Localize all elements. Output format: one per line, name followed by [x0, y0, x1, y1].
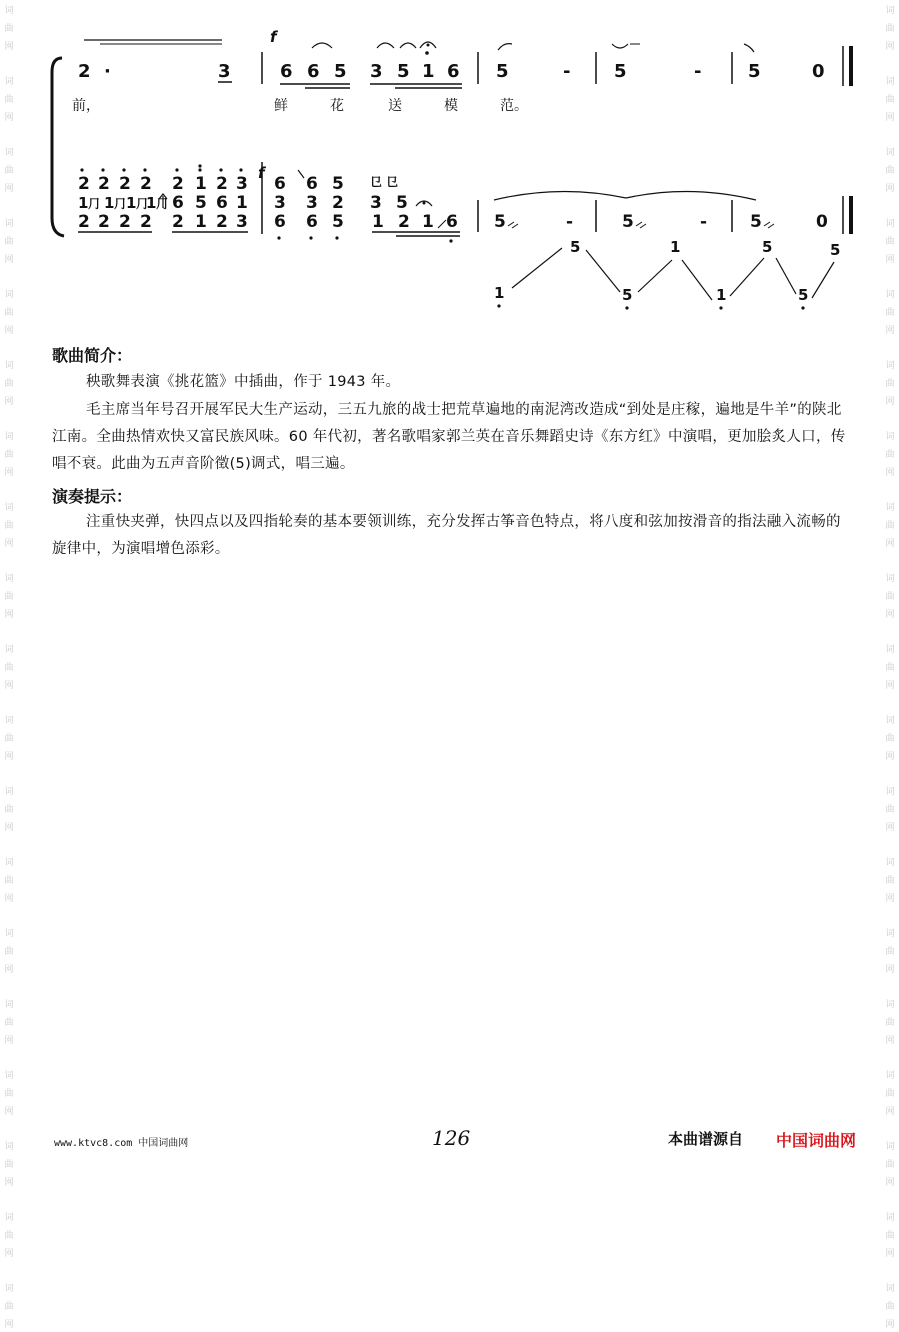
note: 2 — [78, 61, 91, 82]
watermark-char: 词 — [4, 77, 14, 87]
watermark-char: 词 — [4, 858, 14, 868]
watermark-char: 网 — [885, 468, 895, 478]
watermark-group — [885, 1207, 894, 1261]
lower-row-3 — [78, 212, 828, 232]
watermark-char: 网 — [885, 255, 895, 265]
watermark-char: 词 — [885, 432, 895, 442]
watermark-char: 词 — [4, 219, 14, 229]
watermark-char: 网 — [885, 965, 895, 975]
watermark-char: 曲 — [885, 734, 895, 744]
svg-text:5: 5 — [570, 238, 581, 256]
svg-text:5: 5 — [332, 212, 344, 232]
svg-text:5: 5 — [494, 212, 506, 232]
lower-row-2 — [78, 193, 408, 213]
watermark-char: 曲 — [4, 1160, 14, 1170]
watermark-char: 曲 — [4, 876, 14, 886]
svg-text:1: 1 — [716, 286, 727, 304]
lyric: 鲜 — [274, 98, 288, 114]
watermark-char: 曲 — [4, 379, 14, 389]
watermark-char: 曲 — [885, 308, 895, 318]
watermark-char: 网 — [4, 752, 14, 762]
svg-text:⺆: ⺆ — [136, 197, 149, 211]
watermark-char: 网 — [885, 823, 895, 833]
watermark-char: 曲 — [885, 237, 895, 247]
watermark-char: 词 — [885, 858, 895, 868]
lyric: 花 — [330, 98, 344, 114]
svg-text:2: 2 — [119, 174, 131, 194]
watermark-char: 词 — [4, 1142, 14, 1152]
watermark-char: 曲 — [885, 876, 895, 886]
watermark-group — [4, 781, 13, 835]
svg-text:2: 2 — [140, 174, 152, 194]
watermark-char: 曲 — [4, 95, 14, 105]
svg-text:3: 3 — [306, 193, 318, 213]
page-number: 126 — [432, 1126, 471, 1150]
svg-text:1: 1 — [104, 194, 115, 212]
watermark-char: 曲 — [4, 521, 14, 531]
tips-paragraph: 注重快夹弹，快四点以及四指轮奏的基本要领训练，充分发挥古筝音色特点，将八度和弦加按滑音的指法融入流畅的旋律中，为演唱增色添彩。 — [52, 514, 841, 557]
watermark-char: 网 — [4, 681, 14, 691]
watermark-char: 网 — [885, 113, 895, 123]
note: 6 — [307, 61, 320, 82]
watermark-char: 曲 — [4, 308, 14, 318]
watermark-char: 曲 — [4, 1089, 14, 1099]
watermark-char: 曲 — [885, 1018, 895, 1028]
arpeggio-line — [494, 238, 840, 304]
watermark-char: 曲 — [885, 450, 895, 460]
watermark-group — [4, 497, 13, 551]
watermark-char: 词 — [4, 6, 14, 16]
watermark-char: 曲 — [4, 805, 14, 815]
watermark-group — [885, 639, 894, 693]
svg-text:2: 2 — [119, 212, 131, 232]
watermark-group — [885, 1136, 894, 1190]
svg-text:6: 6 — [306, 174, 318, 194]
watermark-char: 词 — [4, 574, 14, 584]
jianpu-score — [0, 0, 899, 320]
note: · — [104, 61, 111, 82]
svg-text:2: 2 — [172, 212, 184, 232]
watermark-char: 网 — [885, 397, 895, 407]
watermark-char: 网 — [885, 1178, 895, 1188]
watermark-char: 曲 — [885, 95, 895, 105]
watermark-char: 网 — [885, 610, 895, 620]
svg-text:1: 1 — [494, 284, 505, 302]
watermark-group — [885, 497, 894, 551]
watermark-group — [4, 1136, 13, 1190]
svg-text:5: 5 — [332, 174, 344, 194]
note: 5 — [748, 61, 761, 82]
svg-text:5: 5 — [750, 212, 762, 232]
watermark-char: 词 — [885, 148, 895, 158]
watermark-char: 网 — [4, 113, 14, 123]
watermark-char: 网 — [4, 42, 14, 52]
watermark-char: 网 — [4, 397, 14, 407]
lyric: 前， — [72, 98, 100, 114]
watermark-char: 网 — [4, 539, 14, 549]
watermark-group — [4, 710, 13, 764]
watermark-char: 曲 — [885, 379, 895, 389]
svg-text:2: 2 — [216, 212, 228, 232]
intro-heading: 歌曲简介： — [52, 346, 133, 365]
watermark-char: 曲 — [885, 166, 895, 176]
watermark-char: 词 — [4, 1071, 14, 1081]
note: 1 — [422, 61, 435, 82]
svg-text:3: 3 — [236, 212, 248, 232]
svg-text:1: 1 — [126, 194, 137, 212]
svg-text:3: 3 — [370, 193, 382, 213]
watermark-char: 曲 — [4, 1302, 14, 1312]
watermark-char: 曲 — [885, 1231, 895, 1241]
svg-text:5: 5 — [622, 286, 633, 304]
svg-text:6: 6 — [306, 212, 318, 232]
watermark-char: 网 — [4, 1320, 14, 1330]
intro-paragraph-2: 毛主席当年号召开展军民大生产运动，三五九旅的战士把荒草遍地的南泥湾改造成“到处是庄稼，遍地是牛羊”的陕北江南。全曲热情欢快又富民族风味。60 年代初，著名歌唱家郭兰英在音乐舞蹈史诗《东方红》中演唱，更加脍炙人口，传唱不衰。此曲为五声音阶徵(5)调式，唱三遍。 — [52, 402, 846, 472]
watermark-char: 词 — [885, 645, 895, 655]
watermark-group — [4, 1065, 13, 1119]
watermark-char: 网 — [4, 468, 14, 478]
watermark-char: 词 — [885, 1284, 895, 1294]
watermark-char: 网 — [885, 1320, 895, 1330]
svg-text:1: 1 — [146, 194, 157, 212]
watermark-char: 网 — [4, 184, 14, 194]
svg-text:2: 2 — [98, 174, 110, 194]
watermark-char: 网 — [4, 326, 14, 336]
svg-text:5: 5 — [396, 193, 408, 213]
tips-heading: 演奏提示： — [52, 487, 133, 506]
watermark-char: 曲 — [885, 947, 895, 957]
watermark-char: 网 — [885, 42, 895, 52]
lower-dynamic: f — [258, 164, 265, 182]
watermark-char: 词 — [4, 1000, 14, 1010]
footer-site-link[interactable]: www.ktvc8.com 中国词曲网 — [54, 1138, 189, 1149]
watermark-char: 网 — [885, 894, 895, 904]
note: 6 — [280, 61, 293, 82]
watermark-group — [885, 852, 894, 906]
note: 0 — [812, 61, 825, 82]
watermark-char: 曲 — [885, 805, 895, 815]
watermark-group — [4, 923, 13, 977]
lyric: 送 — [388, 98, 402, 114]
svg-text:1: 1 — [195, 174, 207, 194]
watermark-char: 曲 — [4, 663, 14, 673]
watermark-char: 曲 — [4, 24, 14, 34]
svg-text:1: 1 — [670, 238, 681, 256]
svg-text:6: 6 — [274, 212, 286, 232]
svg-text:5: 5 — [762, 238, 773, 256]
svg-text:2: 2 — [78, 212, 90, 232]
watermark-char: 词 — [4, 1213, 14, 1223]
svg-text:⺆: ⺆ — [88, 197, 101, 211]
svg-text:⺆: ⺆ — [114, 197, 127, 211]
watermark-char: 词 — [885, 1071, 895, 1081]
watermark-char: 网 — [885, 752, 895, 762]
watermark-char: 曲 — [4, 1231, 14, 1241]
score-svg — [0, 0, 899, 320]
watermark-char: 曲 — [885, 521, 895, 531]
watermark-char: 词 — [885, 6, 895, 16]
watermark-char: 网 — [4, 965, 14, 975]
watermark-char: 网 — [885, 326, 895, 336]
svg-text:5: 5 — [622, 212, 634, 232]
watermark-group — [885, 781, 894, 835]
svg-text:1: 1 — [372, 212, 384, 232]
note: 3 — [218, 61, 231, 82]
svg-text:6: 6 — [446, 212, 458, 232]
watermark-char: 词 — [4, 432, 14, 442]
svg-text:5: 5 — [830, 241, 841, 259]
watermark-char: 曲 — [4, 592, 14, 602]
watermark-char: 词 — [885, 716, 895, 726]
note: - — [563, 61, 571, 82]
lyric: 范。 — [500, 98, 528, 114]
watermark-char: 网 — [4, 255, 14, 265]
watermark-char: 词 — [885, 574, 895, 584]
system-bracket — [52, 58, 64, 236]
watermark-group — [4, 852, 13, 906]
watermark-char: 网 — [885, 1107, 895, 1117]
watermark-char: 词 — [4, 929, 14, 939]
watermark-group — [4, 1278, 13, 1332]
watermark-char: 词 — [885, 290, 895, 300]
svg-text:5: 5 — [798, 286, 809, 304]
watermark-group — [885, 710, 894, 764]
watermark-char: 曲 — [885, 1089, 895, 1099]
watermark-char: 词 — [4, 503, 14, 513]
watermark-char: 词 — [4, 787, 14, 797]
watermark-group — [885, 994, 894, 1048]
lower-row-1 — [78, 174, 398, 194]
watermark-char: 词 — [885, 361, 895, 371]
watermark-char: 曲 — [885, 1160, 895, 1170]
watermark-char: 曲 — [4, 450, 14, 460]
watermark-char: 曲 — [885, 1302, 895, 1312]
watermark-group — [885, 568, 894, 622]
watermark-char: 词 — [885, 929, 895, 939]
svg-text:1: 1 — [236, 193, 248, 213]
watermark-group — [4, 568, 13, 622]
svg-text:-: - — [700, 212, 708, 232]
watermark-char: 曲 — [4, 237, 14, 247]
svg-text:1: 1 — [78, 194, 89, 212]
watermark-char: 网 — [885, 539, 895, 549]
svg-text:2: 2 — [398, 212, 410, 232]
watermark-char: 网 — [4, 610, 14, 620]
note: 5 — [397, 61, 410, 82]
note: 3 — [370, 61, 383, 82]
svg-text:2: 2 — [216, 174, 228, 194]
watermark-char: 词 — [885, 1142, 895, 1152]
watermark-group — [4, 355, 13, 409]
watermark-char: 网 — [4, 1036, 14, 1046]
watermark-char: 词 — [885, 503, 895, 513]
watermark-char: 曲 — [4, 166, 14, 176]
note: 5 — [496, 61, 509, 82]
watermark-char: 曲 — [4, 947, 14, 957]
svg-text:1: 1 — [422, 212, 434, 232]
watermark-char: 词 — [885, 77, 895, 87]
svg-text:⺆: ⺆ — [156, 197, 169, 211]
svg-text:6: 6 — [216, 193, 228, 213]
watermark-char: 网 — [4, 1107, 14, 1117]
watermark-char: 曲 — [4, 734, 14, 744]
svg-text:5: 5 — [195, 193, 207, 213]
watermark-char: 词 — [885, 219, 895, 229]
watermark-char: 词 — [4, 645, 14, 655]
svg-text:0: 0 — [816, 212, 828, 232]
note: 6 — [447, 61, 460, 82]
note: - — [694, 61, 702, 82]
footer-brand-logo[interactable]: 中国词曲网 — [776, 1131, 857, 1150]
watermark-char: 词 — [885, 787, 895, 797]
svg-text:6: 6 — [172, 193, 184, 213]
watermark-group — [4, 426, 13, 480]
svg-text:2: 2 — [78, 174, 90, 194]
watermark-char: 词 — [4, 361, 14, 371]
watermark-char: 网 — [885, 184, 895, 194]
note: 5 — [334, 61, 347, 82]
watermark-char: 网 — [4, 1178, 14, 1188]
svg-text:2: 2 — [98, 212, 110, 232]
watermark-char: 词 — [885, 1213, 895, 1223]
lyric: 模 — [444, 98, 458, 114]
watermark-char: 网 — [4, 1249, 14, 1259]
watermark-char: 词 — [885, 1000, 895, 1010]
watermark-char: 网 — [885, 1036, 895, 1046]
svg-text:3: 3 — [274, 193, 286, 213]
watermark-group — [885, 426, 894, 480]
note: 5 — [614, 61, 627, 82]
watermark-group — [4, 994, 13, 1048]
footer-source-label: 本曲谱源自 — [668, 1130, 744, 1148]
watermark-char: 词 — [4, 148, 14, 158]
watermark-char: 曲 — [4, 1018, 14, 1028]
watermark-group — [885, 1278, 894, 1332]
watermark-group — [885, 355, 894, 409]
svg-text:-: - — [566, 212, 574, 232]
watermark-char: 网 — [4, 823, 14, 833]
watermark-char: 网 — [885, 1249, 895, 1259]
svg-text:1: 1 — [195, 212, 207, 232]
watermark-char: 词 — [4, 716, 14, 726]
watermark-char: 网 — [885, 681, 895, 691]
svg-text:㔾 㔾: 㔾 㔾 — [370, 175, 399, 189]
svg-text:2: 2 — [332, 193, 344, 213]
watermark-char: 曲 — [885, 24, 895, 34]
watermark-char: 曲 — [885, 663, 895, 673]
svg-text:2: 2 — [140, 212, 152, 232]
watermark-char: 网 — [4, 894, 14, 904]
watermark-char: 词 — [4, 1284, 14, 1294]
upper-dynamic: f — [270, 28, 277, 46]
watermark-group — [885, 1065, 894, 1119]
watermark-group — [885, 923, 894, 977]
svg-text:3: 3 — [236, 174, 248, 194]
svg-text:2: 2 — [172, 174, 184, 194]
watermark-group — [4, 639, 13, 693]
svg-text:6: 6 — [274, 174, 286, 194]
watermark-group — [4, 1207, 13, 1261]
watermark-char: 词 — [4, 290, 14, 300]
intro-paragraph-1: 秧歌舞表演《挑花篮》中插曲，作于 1943 年。 — [86, 374, 401, 390]
watermark-char: 曲 — [885, 592, 895, 602]
